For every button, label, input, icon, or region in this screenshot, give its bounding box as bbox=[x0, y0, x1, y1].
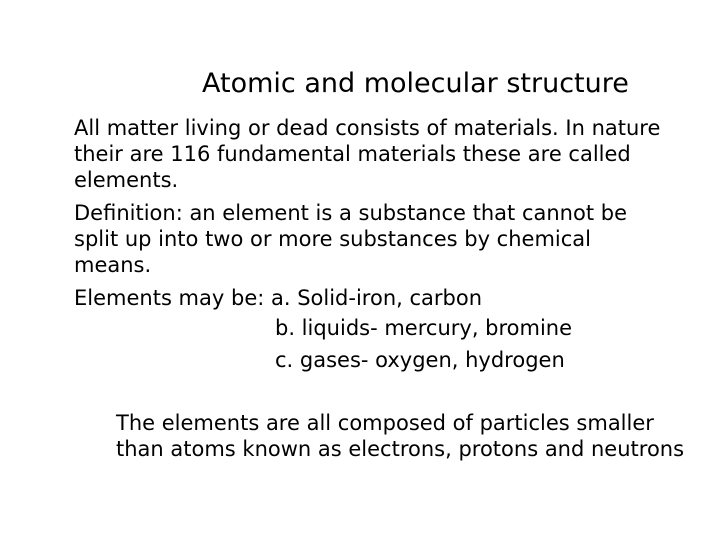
paragraph-particles: The elements are all composed of particles smaller than atoms known as electrons, protons and neutrons bbox=[116, 411, 685, 461]
paragraph-definition: Definition: an element is a substance that cannot be split up into two or more substances by chemical means. bbox=[74, 201, 627, 277]
paragraph-elements-list: Elements may be: a. Solid-iron, carbon bbox=[74, 286, 483, 310]
paragraph-matter: All matter living or dead consists of materials. In nature their are 116 fundamental materials these are called elements. bbox=[74, 116, 661, 192]
list-item-liquids: b. liquids- mercury, bromine bbox=[275, 316, 573, 340]
list-item-gases: c. gases- oxygen, hydrogen bbox=[275, 348, 565, 372]
slide-title: Atomic and molecular structure bbox=[202, 68, 629, 99]
